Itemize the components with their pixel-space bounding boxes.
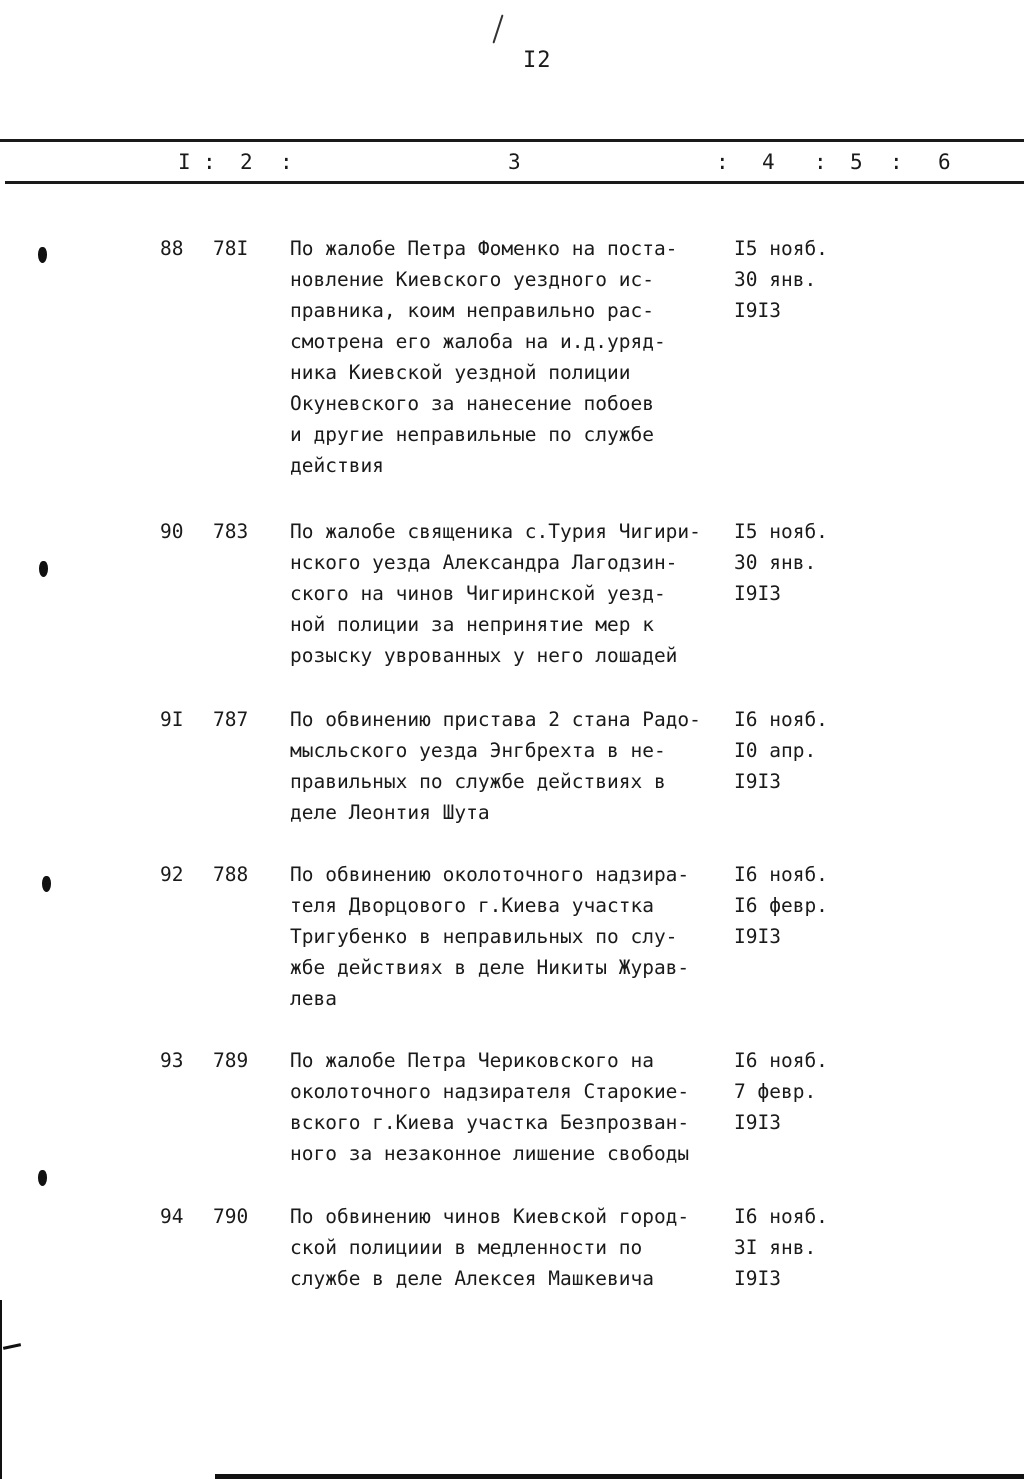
col-2-label: 2: [240, 150, 253, 174]
desc-line: Тригубенко в неправильных по слу-: [290, 925, 678, 948]
desc-line: розыску уврованных у него лошадей: [290, 644, 678, 667]
desc-line: жбе действиях в деле Никиты Журав-: [290, 956, 690, 979]
inventory-number: 790: [213, 1205, 249, 1228]
col-sep: :: [890, 150, 903, 174]
end-date: 7 февр.: [734, 1080, 817, 1103]
inventory-number: 78I: [213, 237, 249, 260]
entry-description: [290, 704, 730, 828]
year: I9I3: [734, 582, 781, 605]
col-1-label: I: [178, 150, 191, 174]
start-date: I6 нояб.: [734, 863, 828, 886]
desc-line: По жалобе священика с.Турия Чигири-: [290, 520, 701, 543]
punch-hole-mark: [38, 247, 47, 263]
end-date: I0 апр.: [734, 739, 817, 762]
desc-line: правника, коим неправильно рас-: [290, 299, 654, 322]
col-sep: :: [280, 150, 293, 174]
entry-number: 94: [160, 1205, 184, 1228]
desc-line: смотрена его жалоба на и.д.уряд-: [290, 330, 666, 353]
year: I9I3: [734, 1111, 781, 1134]
desc-line: деле Леонтия Шута: [290, 801, 490, 824]
inventory-number: 783: [213, 520, 249, 543]
entry-dates: [734, 1201, 854, 1294]
punch-hole-mark: [39, 561, 48, 577]
desc-line: ника Киевской уездной полиции: [290, 361, 631, 384]
start-date: I6 нояб.: [734, 708, 828, 731]
desc-line: лева: [290, 987, 337, 1010]
entry-dates: [734, 1045, 854, 1138]
desc-line: и другие неправильные по службе: [290, 423, 654, 446]
desc-line: мысльского уезда Энгбрехта в не-: [290, 739, 666, 762]
end-date: 30 янв.: [734, 551, 817, 574]
year: I9I3: [734, 299, 781, 322]
end-date: 30 янв.: [734, 268, 817, 291]
desc-line: По жалобе Петра Фоменко на поста-: [290, 237, 678, 260]
desc-line: По обвинению пристава 2 стана Радо-: [290, 708, 701, 731]
col-4-label: 4: [762, 150, 775, 174]
entry-number: 93: [160, 1049, 184, 1072]
col-5-label: 5: [850, 150, 863, 174]
desc-line: ного за незаконное лишение свободы: [290, 1142, 690, 1165]
entry-description: [290, 233, 730, 481]
entry-dates: [734, 233, 854, 326]
entry-number: 92: [160, 863, 184, 886]
desc-line: По жалобе Петра Чериковского на: [290, 1049, 654, 1072]
start-date: I5 нояб.: [734, 520, 828, 543]
pencil-mark: [492, 14, 503, 43]
desc-line: По обвинению околоточного надзира-: [290, 863, 690, 886]
desc-line: ского на чинов Чигиринской уезд-: [290, 582, 666, 605]
entry-description: [290, 1045, 730, 1169]
desc-line: По обвинению чинов Киевской город-: [290, 1205, 690, 1228]
entry-description: [290, 516, 730, 671]
entry-description: [290, 1201, 730, 1294]
desc-line: правильных по службе действиях в: [290, 770, 666, 793]
desc-line: ной полиции за непринятие мер к: [290, 613, 654, 636]
col-6-label: 6: [938, 150, 951, 174]
col-3-label: 3: [508, 150, 521, 174]
desc-line: Окуневского за нанесение побоев: [290, 392, 654, 415]
inventory-number: 787: [213, 708, 249, 731]
desc-line: вского г.Киева участка Безпрозван-: [290, 1111, 690, 1134]
entry-description: [290, 859, 730, 1014]
end-date: 3I янв.: [734, 1236, 817, 1259]
page-number: I2: [523, 48, 552, 73]
entry-number: 88: [160, 237, 184, 260]
year: I9I3: [734, 925, 781, 948]
end-date: I6 февр.: [734, 894, 828, 917]
desc-line: ской полициии в медленности по: [290, 1236, 643, 1259]
start-date: I5 нояб.: [734, 237, 828, 260]
start-date: I6 нояб.: [734, 1049, 828, 1072]
entry-dates: [734, 859, 854, 952]
col-sep: :: [203, 150, 216, 174]
entry-dates: [734, 704, 854, 797]
punch-hole-mark: [38, 1170, 47, 1186]
desc-line: действия: [290, 454, 384, 477]
header-rule-top: [0, 139, 1024, 142]
entry-number: 9I: [160, 708, 184, 731]
entry-dates: [734, 516, 854, 609]
table-header: [0, 150, 1024, 178]
desc-line: нского уезда Александра Лагодзин-: [290, 551, 678, 574]
left-scan-edge: [0, 1300, 2, 1479]
desc-line: теля Дворцового г.Киева участка: [290, 894, 654, 917]
inventory-number: 789: [213, 1049, 249, 1072]
edge-mark: [3, 1343, 21, 1350]
punch-hole-mark: [42, 876, 51, 892]
start-date: I6 нояб.: [734, 1205, 828, 1228]
col-sep: :: [814, 150, 827, 174]
entry-number: 90: [160, 520, 184, 543]
header-rule-bottom: [5, 181, 1024, 184]
col-sep: :: [716, 150, 729, 174]
year: I9I3: [734, 770, 781, 793]
desc-line: новление Киевского уездного ис-: [290, 268, 654, 291]
bottom-scan-edge: [215, 1474, 1024, 1479]
year: I9I3: [734, 1267, 781, 1290]
desc-line: околоточного надзирателя Старокие-: [290, 1080, 690, 1103]
desc-line: службе в деле Алексея Машкевича: [290, 1267, 654, 1290]
inventory-number: 788: [213, 863, 249, 886]
